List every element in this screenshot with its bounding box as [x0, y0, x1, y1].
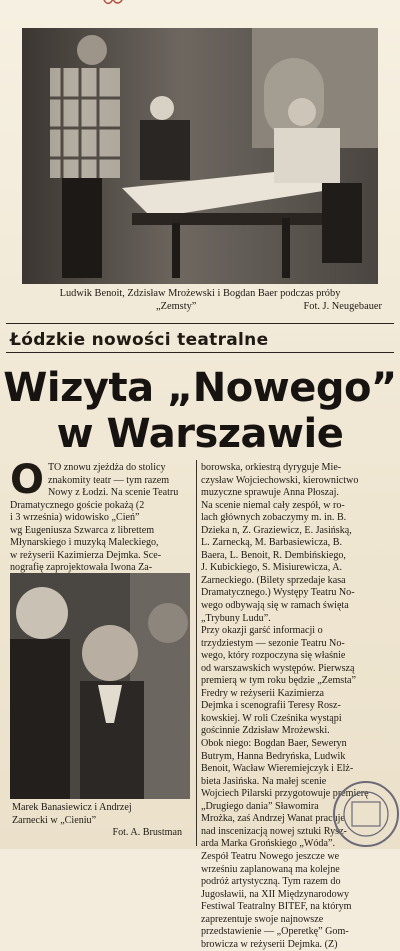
caption-line: Zarnecki w „Cieniu” — [12, 814, 97, 826]
headline-line-2: w Warszawie — [56, 411, 344, 457]
column-2-line: Jugosławii, na XII Międzynarodowy — [201, 888, 350, 900]
column-2-line: Festiwal Teatralny BITEF, na którym — [201, 901, 352, 913]
column-1-line: znakomity teatr — tym razem — [48, 474, 170, 486]
drop-cap: O — [10, 457, 45, 503]
column-2-line: Benoit, Wacław Wieremiejczyk i Elż- — [201, 763, 354, 775]
column-1-line: nografię zaprojektowała Iwona Za- — [10, 562, 153, 574]
column-2-line: „Drugiego dania” Sławomira — [201, 800, 319, 812]
column-2-line: Dramatycznego.) Występy Teatru No- — [201, 587, 355, 599]
top-photo — [22, 28, 378, 284]
caption-title: „Zemsty” — [156, 301, 197, 312]
column-2-line: Przy okazji garść informacji o — [201, 625, 323, 637]
column-divider — [196, 460, 197, 846]
column-2-line: kowskiej. W roli Cześnika wystąpi — [201, 712, 342, 724]
column-2-line: Dzieka n, Z. Graziewicz, E. Jasińską, — [201, 524, 352, 536]
column-2-line: Obok niego: Bogdan Baer, Seweryn — [201, 738, 347, 750]
column-2-line: czysław Wojciechowski, kierownictwo — [201, 474, 359, 486]
bottom-photo-caption — [12, 802, 192, 840]
column-2-line: muzyczne sprawuje Anna Płoszaj. — [201, 487, 339, 499]
column-1-line: Młynarskiego i muzyką Maleckiego, — [10, 537, 159, 549]
article-column-1 — [10, 457, 194, 575]
column-1-line: i 3 września) widowisko „Cień” — [10, 512, 140, 524]
column-2-line: podróż artystyczną. Tym razem do — [201, 876, 341, 888]
column-2-line: Dejmka i scenografii Teresy Rosz- — [201, 700, 341, 712]
column-2-line: Baera, L. Benoit, R. Dembińskiego, — [201, 549, 346, 561]
column-2-line: Mrożka, zaś Andrzej Wanat pracuje — [201, 813, 345, 825]
column-2-line: J. Kubickiego, S. Misiurewicza, A. — [201, 562, 343, 574]
library-stamp — [320, 768, 400, 848]
article-column-2 — [201, 462, 391, 951]
column-2-line: zaprezentuje swoje najnowsze — [201, 913, 324, 925]
column-2-line: wrześniu zaplanowaną ma kolejne — [201, 863, 340, 875]
photo-credit: Fot. J. Neugebauer — [303, 301, 382, 312]
column-2-line: lach głównych zobaczymy m. in. B. — [201, 512, 347, 524]
column-2-line: nad inscenizacją nowej sztuki Rysz- — [201, 825, 347, 837]
column-2-line: „Trybuny Ludu”. — [201, 612, 271, 624]
section-kicker: Łódzkie nowości teatralne — [10, 330, 269, 350]
column-2-line: Fredry w reżyserii Kazimierza — [201, 687, 325, 699]
top-photo-caption — [18, 287, 382, 313]
column-2-line: Zarneckiego. (Bilety sprzedaje kasa — [201, 574, 346, 586]
column-2-line: L. Zarnecką, M. Barbasiewicza, B. — [201, 537, 342, 549]
column-2-line: browicza w reżyserii Dejmka. (Z) — [201, 938, 338, 950]
column-2-line: arda Marka Grońskiego „Wóda”. — [201, 838, 335, 850]
column-2-line: gościnnie Zdzisław Mrożewski. — [201, 725, 330, 737]
headline-line-1: Wizyta „Nowego” — [3, 365, 397, 411]
column-2-line: Butrym, Hanna Bedryńska, Ludwik — [201, 750, 346, 762]
bottom-photo — [10, 573, 190, 799]
column-2-line: wego odbywają się w ramach święta — [201, 600, 349, 612]
photo-credit: Fot. A. Brustman — [112, 827, 182, 839]
column-2-line: trzydziestym — sezonie Teatru No- — [201, 637, 345, 649]
column-2-line: Wojciech Pilarski przygotowuje premierę — [201, 788, 369, 800]
column-2-line: borowska, orkiestrą dyryguje Mie- — [201, 462, 342, 473]
column-1-line: wg Eugeniusza Szwarca z librettem — [10, 524, 155, 536]
column-1-line: Nowy z Łodzi. Na scenie Teatru — [48, 487, 179, 499]
column-2-line: bieta Jasińska. Na małej scenie — [201, 775, 327, 787]
column-1-line: w reżyserii Kazimierza Dejmka. Sce- — [10, 549, 162, 561]
column-2-line: Na scenie niemal cały zespół, w ro- — [201, 499, 345, 511]
caption-line: Ludwik Benoit, Zdzisław Mrożewski i Bogdan Baer podczas próby — [59, 288, 341, 299]
caption-line: Marek Banasiewicz i Andrzej — [12, 802, 132, 813]
ink-mark — [102, 0, 124, 6]
column-2-line: wego, który rozpoczyna się właśnie — [201, 650, 346, 662]
column-2-line: przedstawienie — „Operetkę” Gom- — [201, 926, 349, 938]
column-2-line: Zespół Teatru Nowego jeszcze we — [201, 850, 340, 862]
divider — [6, 352, 394, 353]
column-1-line: Dramatycznego goście pokażą (2 — [10, 499, 145, 511]
column-2-line: premierą w tym roku będzie „Zemsta” — [201, 675, 356, 687]
column-1-line: TO znowu zjeżdża do stolicy — [48, 462, 166, 473]
column-2-line: od warszawskich występów. Pierwszą — [201, 662, 355, 674]
divider — [6, 323, 394, 324]
